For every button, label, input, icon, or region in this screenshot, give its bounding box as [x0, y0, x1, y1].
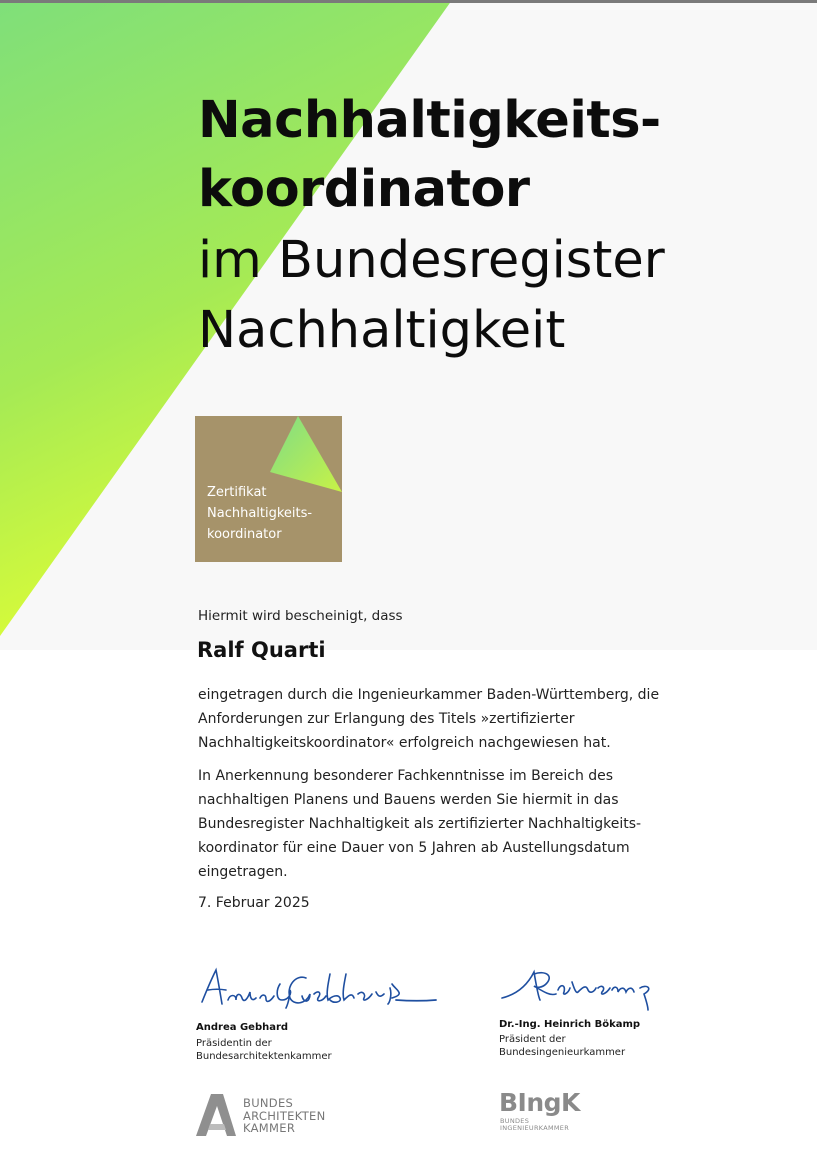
title-line-4: Nachhaltigkeit [198, 301, 566, 360]
paragraph-2-line: nachhaltigen Planens und Bauens werden Sie hiermit in das [198, 792, 619, 808]
title-line-1: Nachhaltigkeits- [198, 91, 661, 150]
top-border [0, 0, 817, 3]
paragraph-2-line: Bundesregister Nachhaltigkeit als zertifizierter Nachhaltigkeits- [198, 816, 642, 832]
signature-left-role-line: Präsidentin der [196, 1038, 272, 1049]
title-line-2: koordinator [198, 160, 530, 219]
bingk-logo-mark: BIngK [499, 1088, 580, 1117]
signature-right-image [498, 962, 663, 1014]
paragraph-2-line: eingetragen. [198, 864, 288, 880]
certificate-badge [195, 416, 342, 562]
paragraph-1 [198, 683, 659, 755]
architecture-a-icon [196, 1094, 236, 1136]
paragraph-1-line: Nachhaltigkeitskoordinator« erfolgreich nachgewiesen hat. [198, 735, 611, 751]
bingk-logo-line: BUNDES [500, 1117, 530, 1125]
badge-line-2: Nachhaltigkeits- [207, 506, 313, 521]
paragraph-2 [198, 764, 641, 884]
signature-right-role-line: Bundesingenieurkammer [499, 1047, 626, 1058]
signature-right-name: Dr.-Ing. Heinrich Bökamp [499, 1019, 641, 1030]
bak-logo-line: BUNDES [243, 1096, 294, 1110]
signature-left-role [196, 1037, 332, 1063]
paragraph-2-line: koordinator für eine Dauer von 5 Jahren ab Austellungsdatum [198, 840, 630, 856]
recipient-name: Ralf Quarti [197, 638, 326, 662]
bingk-logo-line: INGENIEURKAMMER [500, 1124, 570, 1132]
bak-logo-text [243, 1097, 326, 1135]
signature-right-role-line: Präsident der [499, 1034, 566, 1045]
bundesarchitektenkammer-logo [196, 1094, 346, 1138]
paragraph-1-line: eingetragen durch die Ingenieurkammer Baden-Württemberg, die [198, 687, 660, 703]
bingk-logo-subtext [500, 1118, 569, 1132]
bak-logo-line: KAMMER [243, 1121, 296, 1135]
bundesingenieurkammer-logo [499, 1088, 639, 1138]
badge-text [207, 482, 312, 545]
bak-logo-line: ARCHITEKTEN [243, 1108, 326, 1123]
signature-left-name: Andrea Gebhard [196, 1022, 289, 1033]
issue-date: 7. Februar 2025 [198, 895, 310, 911]
paragraph-1-line: Anforderungen zur Erlangung des Titels »zertifizierter [198, 711, 575, 727]
signature-right-role [499, 1033, 625, 1059]
badge-line-3: koordinator [207, 527, 282, 542]
title-line-3: im Bundesregister [198, 231, 665, 290]
intro-text: Hiermit wird bescheinigt, dass [198, 608, 403, 624]
signature-left-role-line: Bundesarchitektenkammer [196, 1051, 332, 1062]
badge-line-1: Zertifikat [207, 485, 267, 500]
signature-left-image [196, 964, 441, 1014]
paragraph-2-line: In Anerkennung besonderer Fachkenntnisse im Bereich des [198, 768, 614, 784]
